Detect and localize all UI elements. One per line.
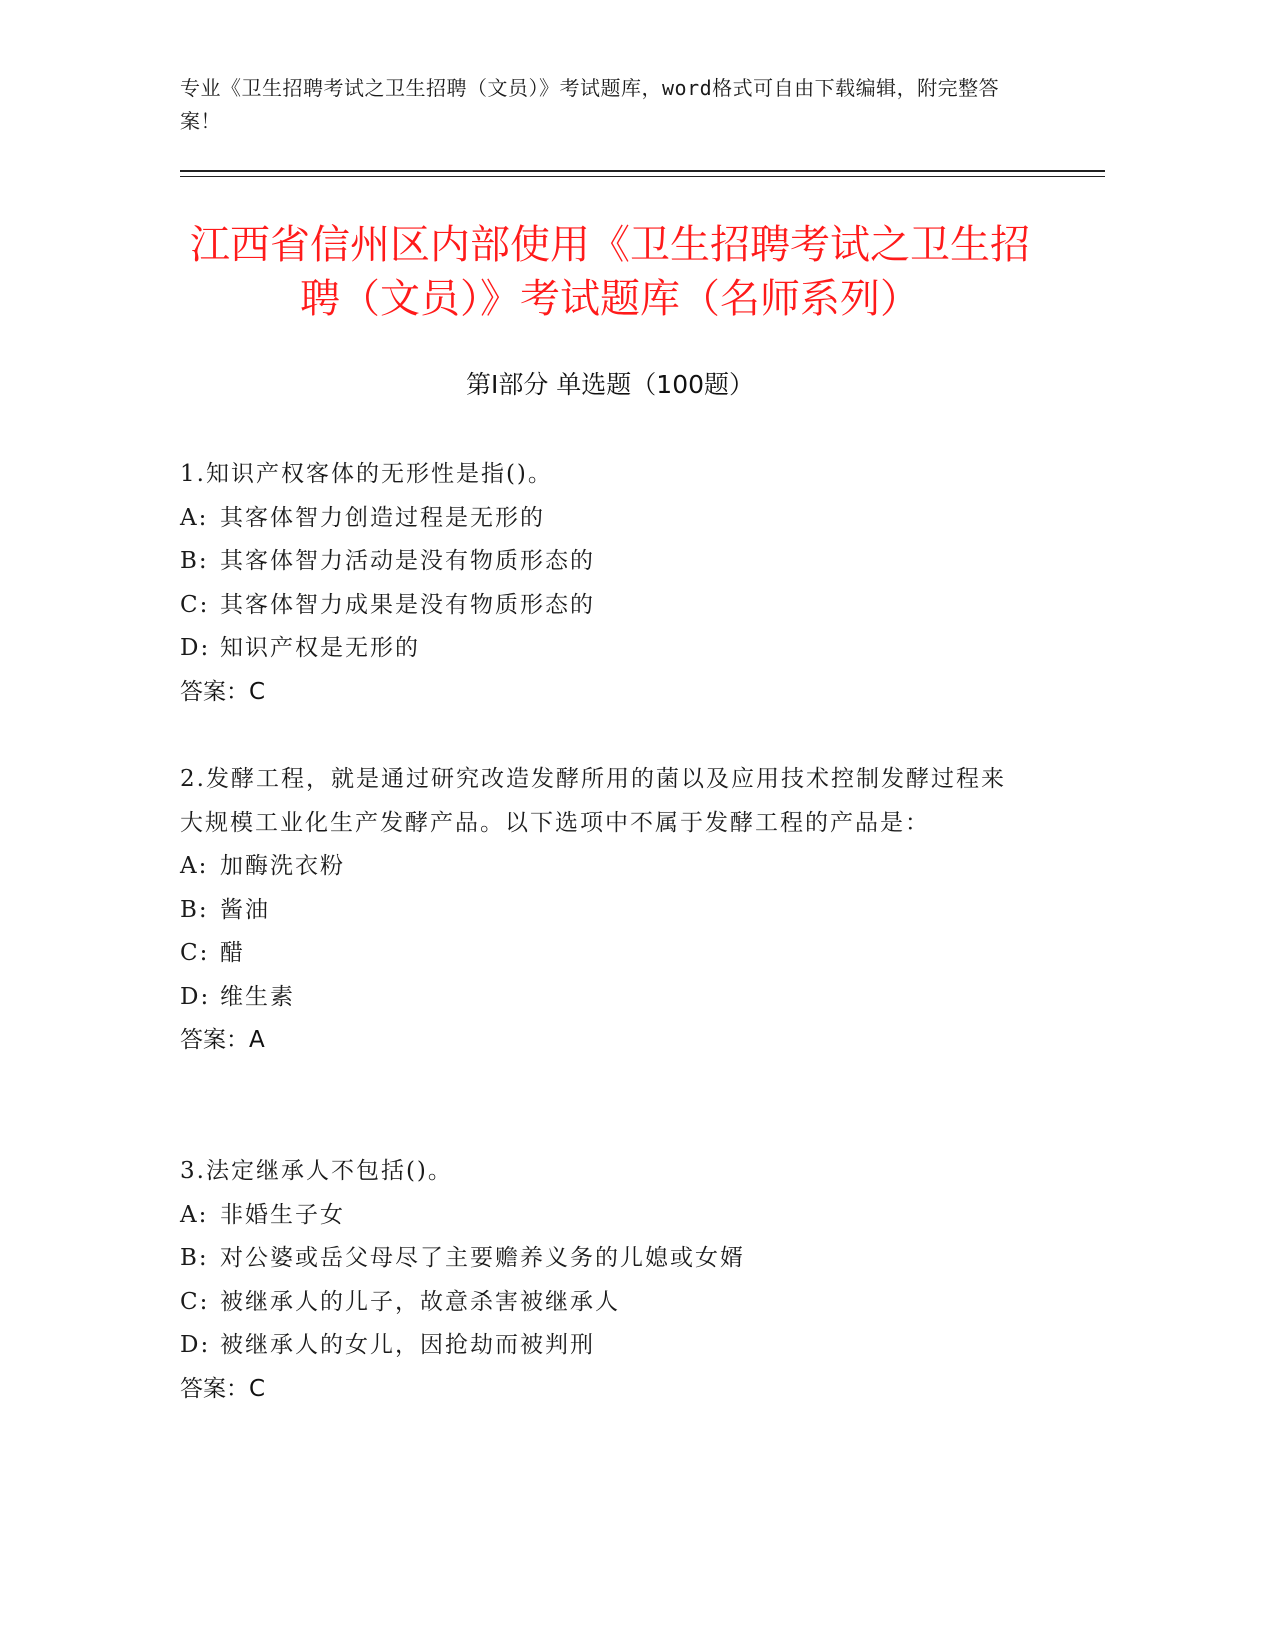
section-heading: 第Ⅰ部分 单选题（100题） <box>465 370 755 399</box>
option-text: 对公婆或岳父母尽了主要赡养义务的儿媳或女婿 <box>220 1245 745 1271</box>
option-c <box>180 932 1030 976</box>
header-divider-thick <box>180 170 1105 172</box>
option-b <box>180 540 1030 584</box>
option-d <box>180 627 1030 671</box>
option-text: 其客体智力成果是没有物质形态的 <box>220 591 595 618</box>
option-d <box>180 1324 1030 1368</box>
option-key: C: <box>180 940 210 966</box>
option-text: 维生素 <box>220 983 295 1010</box>
option-b <box>180 889 1030 933</box>
option-text: 被继承人的女儿，因抢劫而被判刑 <box>220 1332 595 1358</box>
option-text: 知识产权是无形的 <box>220 635 420 661</box>
option-c <box>180 584 1030 628</box>
option-key: A: <box>180 1201 209 1228</box>
question-3 <box>180 1150 1030 1411</box>
option-c <box>180 1281 1030 1325</box>
option-text: 加酶洗衣粉 <box>220 853 345 879</box>
option-key: B: <box>180 1245 209 1271</box>
answer: 答案：C <box>180 1375 266 1402</box>
question-stem: 3.法定继承人不包括()。 <box>180 1158 453 1184</box>
answer: 答案：C <box>180 678 266 705</box>
option-text: 其客体智力创造过程是无形的 <box>220 504 545 531</box>
option-key: D: <box>180 1332 211 1358</box>
option-b <box>180 1237 1030 1281</box>
option-text: 酱油 <box>220 896 270 923</box>
option-key: C: <box>180 1288 210 1315</box>
header-note: 专业《卫生招聘考试之卫生招聘（文员）》考试题库，word格式可自由下载编辑，附完整答案！ <box>180 76 1000 133</box>
document-title: 江西省信州区内部使用《卫生招聘考试之卫生招聘（文员）》考试题库（名师系列） <box>190 222 1030 322</box>
question-stem: 1.知识产权客体的无形性是指()。 <box>180 461 553 487</box>
option-key: D: <box>180 983 211 1010</box>
option-text: 非婚生子女 <box>220 1201 345 1228</box>
option-key: B: <box>180 896 209 923</box>
header-divider-thin <box>180 176 1105 177</box>
question-stem: 2.发酵工程，就是通过研究改造发酵所用的菌以及应用技术控制发酵过程来大规模工业化生产发酵产品。以下选项中不属于发酵工程的产品是： <box>180 766 1006 836</box>
option-key: B: <box>180 548 209 574</box>
option-text: 其客体智力活动是没有物质形态的 <box>220 548 595 574</box>
option-key: A: <box>180 504 209 531</box>
option-d <box>180 976 1030 1020</box>
option-a <box>180 1194 1030 1238</box>
option-key: D: <box>180 635 211 661</box>
question-2 <box>180 758 1030 1063</box>
option-a <box>180 497 1030 541</box>
option-key: A: <box>180 853 209 879</box>
option-text: 被继承人的儿子，故意杀害被继承人 <box>220 1288 620 1315</box>
option-a <box>180 845 1030 889</box>
question-1 <box>180 453 1030 714</box>
option-key: C: <box>180 591 210 618</box>
option-text: 醋 <box>220 940 245 966</box>
answer: 答案：A <box>180 1027 265 1053</box>
